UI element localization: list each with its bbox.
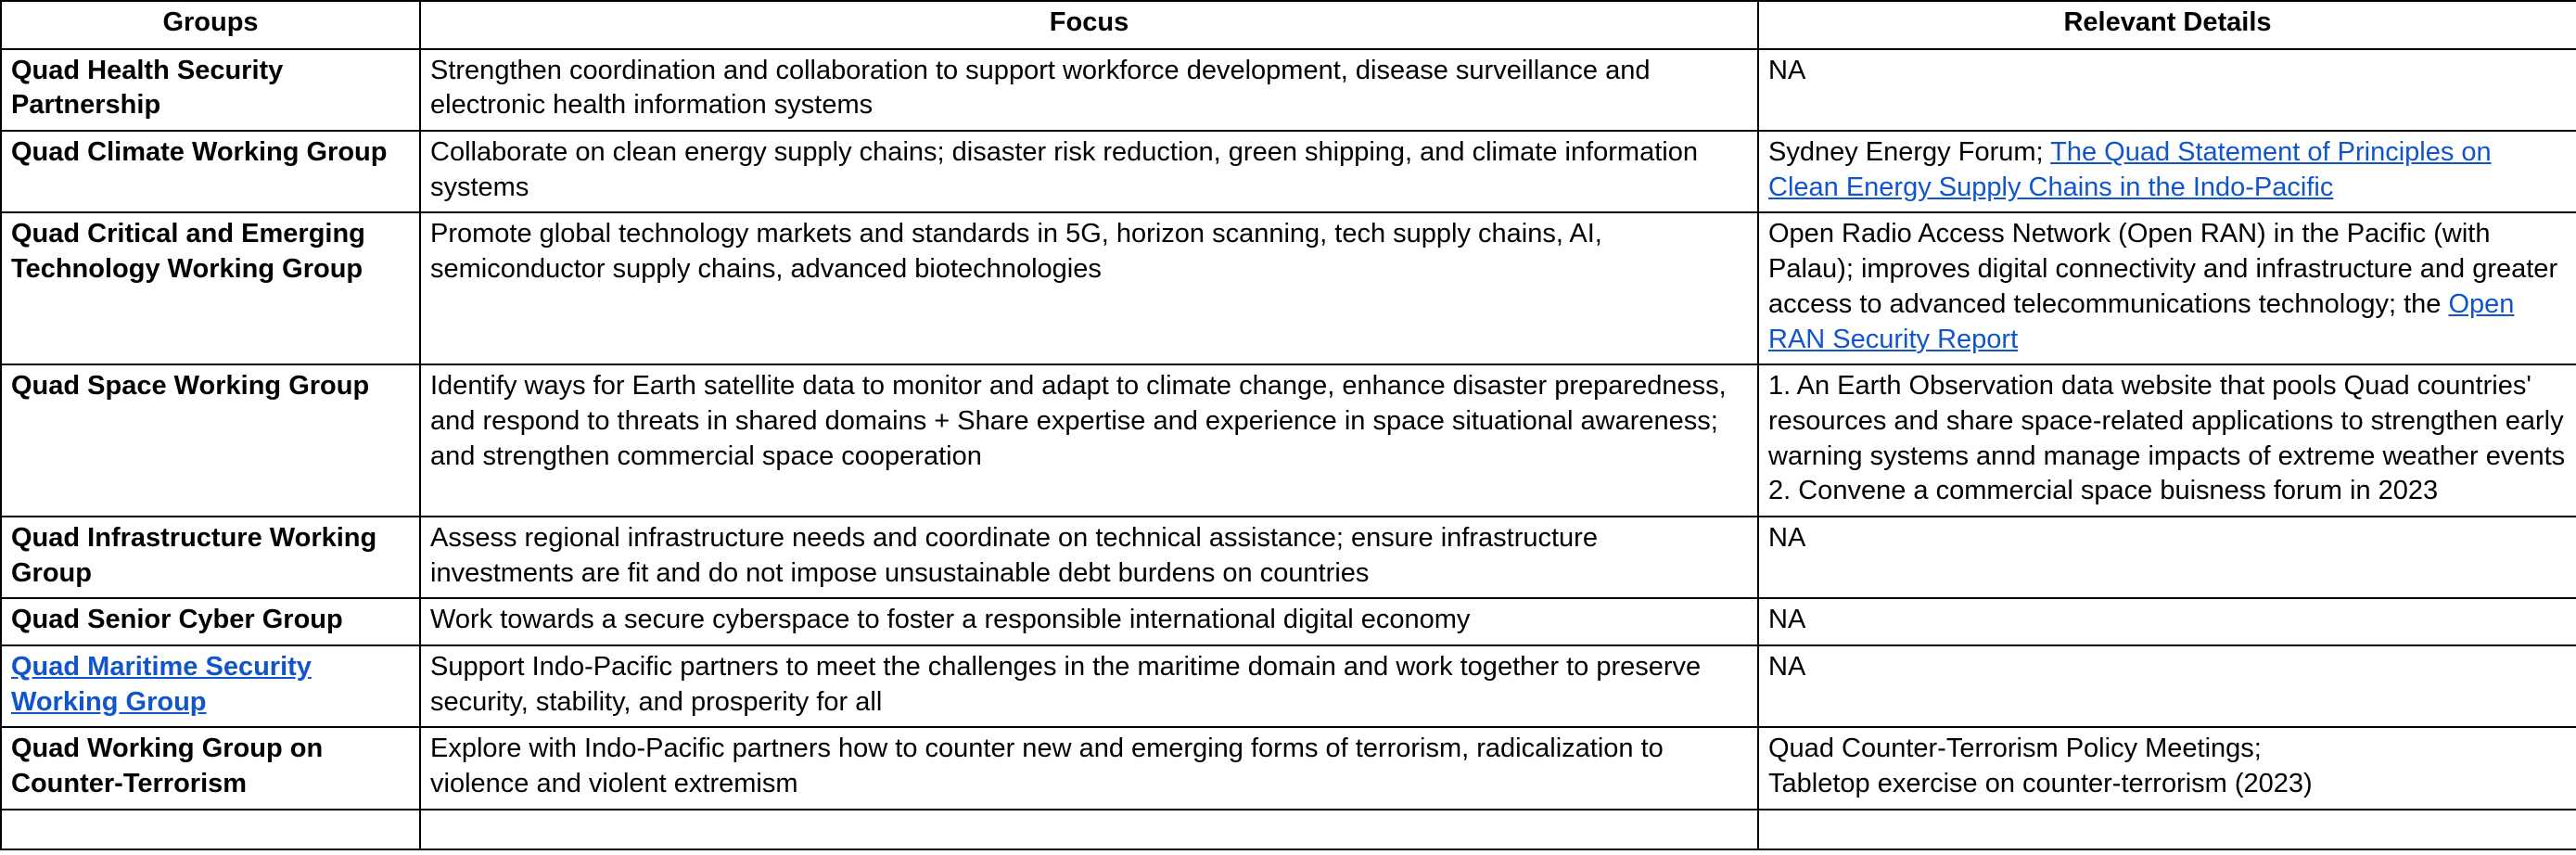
column-header-groups: Groups: [1, 1, 420, 49]
cell-focus: Collaborate on clean energy supply chains; disaster risk reduction, green shipping, and climate information systems: [420, 131, 1758, 212]
table-row: [1, 131, 2576, 212]
cell-focus: Explore with Indo-Pacific partners how to counter new and emerging forms of terrorism, radicalization to violence and violent extremism: [420, 727, 1758, 809]
cell-relevant-details: NA: [1758, 517, 2576, 598]
cell-relevant-details: NA: [1758, 645, 2576, 727]
cell-relevant-details: Quad Counter-Terrorism Policy Meetings; Tabletop exercise on counter-terrorism (2023): [1758, 727, 2576, 809]
cell-focus: Assess regional infrastructure needs and coordinate on technical assistance; ensure infrastructure investments are fit and do not impose unsustainable debt burdens on countries: [420, 517, 1758, 598]
cell-group: Quad Working Group on Counter-Terrorism: [1, 727, 420, 809]
cell-relevant-details: Open Radio Access Network (Open RAN) in the Pacific (with Palau); improves digital connectivity and infrastructure and greater access to advanced telecommunications technology; the Open RAN Security Report: [1758, 212, 2576, 364]
cell-group: Quad Senior Cyber Group: [1, 598, 420, 645]
column-header-relevant-details: Relevant Details: [1758, 1, 2576, 49]
table-row: [1, 212, 2576, 364]
cell-relevant-details: 1. An Earth Observation data website that pools Quad countries' resources and share space-related applications to strengthen early warning systems annd manage impacts of extreme weather events 2. Convene a commercial space buisness forum in 2023: [1758, 364, 2576, 517]
cell-focus: [420, 810, 1758, 849]
cell-relevant-details: Sydney Energy Forum; The Quad Statement of Principles on Clean Energy Supply Chains in the Indo-Pacific: [1758, 131, 2576, 212]
cell-relevant-details: NA: [1758, 598, 2576, 645]
cell-focus: Identify ways for Earth satellite data to monitor and adapt to climate change, enhance disaster preparedness, and respond to threats in shared domains + Share expertise and experience in space situational awareness; and strengthen commercial space cooperation: [420, 364, 1758, 517]
cell-relevant-details: [1758, 810, 2576, 849]
cell-group: Quad Critical and Emerging Technology Working Group: [1, 212, 420, 364]
table-row: [1, 645, 2576, 727]
table-row: [1, 727, 2576, 809]
cell-focus: Promote global technology markets and standards in 5G, horizon scanning, tech supply chains, AI, semiconductor supply chains, advanced biotechnologies: [420, 212, 1758, 364]
table-row: [1, 49, 2576, 131]
column-header-focus: Focus: [420, 1, 1758, 49]
cell-group: Quad Climate Working Group: [1, 131, 420, 212]
details-link[interactable]: Open RAN Security Report: [1768, 288, 2515, 354]
cell-group: Quad Infrastructure Working Group: [1, 517, 420, 598]
table-header: [1, 1, 2576, 49]
cell-group: [1, 645, 420, 727]
table-body: [1, 49, 2576, 849]
cell-relevant-details: NA: [1758, 49, 2576, 131]
cell-focus: Support Indo-Pacific partners to meet the challenges in the maritime domain and work together to preserve security, stability, and prosperity for all: [420, 645, 1758, 727]
table-row: [1, 598, 2576, 645]
table-header-row: [1, 1, 2576, 49]
table-row-empty: [1, 810, 2576, 849]
group-link[interactable]: Quad Maritime Security Working Group: [11, 652, 312, 717]
cell-group: Quad Space Working Group: [1, 364, 420, 517]
cell-focus: Strengthen coordination and collaboration to support workforce development, disease surveillance and electronic health information systems: [420, 49, 1758, 131]
cell-group: Quad Health Security Partnership: [1, 49, 420, 131]
table-row: [1, 517, 2576, 598]
details-link[interactable]: The Quad Statement of Principles on Clean Energy Supply Chains in the Indo-Pacific: [1768, 137, 2492, 202]
table-row: [1, 364, 2576, 517]
cell-group: [1, 810, 420, 849]
cell-focus: Work towards a secure cyberspace to foster a responsible international digital economy: [420, 598, 1758, 645]
